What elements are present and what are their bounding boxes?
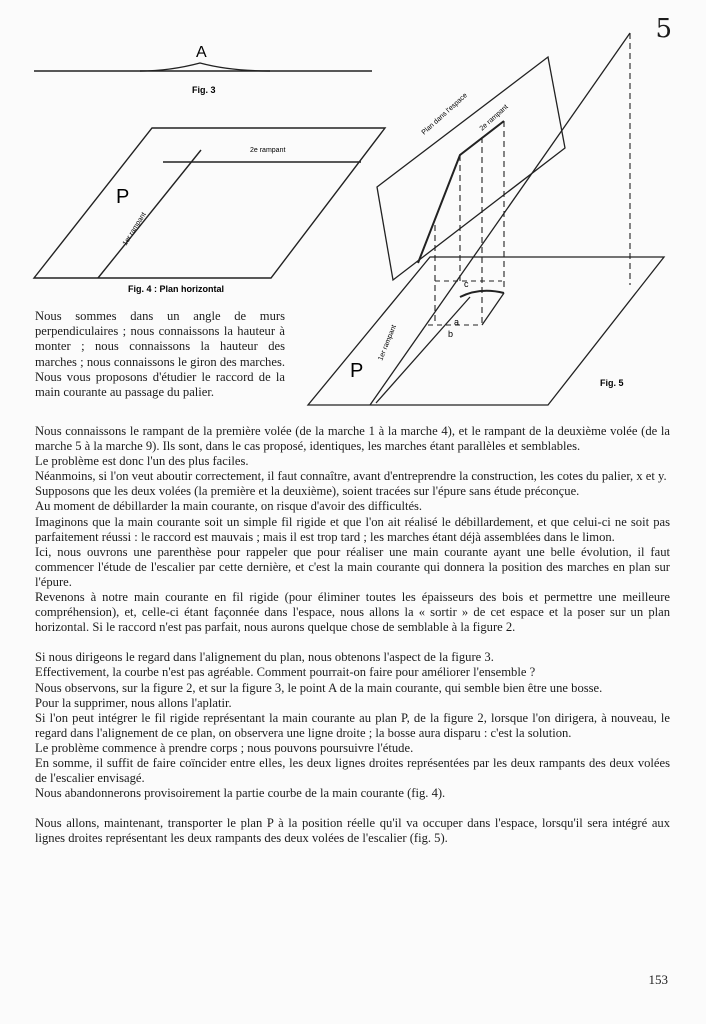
fig4-caption: Fig. 4 : Plan horizontal <box>128 284 225 294</box>
paragraph: Nous observons, sur la figure 2, et sur la figure 3, le point A de la main courante, qui semble bien être une bosse. <box>35 680 603 695</box>
fig4-first-ramp-line <box>98 150 201 278</box>
fig3-caption: Fig. 3 <box>192 85 216 95</box>
fig4-second-ramp-label: 2e rampant <box>250 147 286 154</box>
paragraph: Nous allons, maintenant, transporter le plan P à la position réelle qu'il va occuper dans l'espace, lorsqu'il sera intégré aux lignes droites représentant les deux rampants des deux volées de l'escalier (fig. 5). <box>35 816 670 846</box>
fig5-second-ramp-label: 2e rampant <box>478 103 510 133</box>
paragraph: Ici, nous ouvrons une parenthèse pour rappeler que pour réaliser une main courante ayant une belle évolution, il faut commencer l'étude de l'escalier par cette dernière, et c'est la main courante qui donnera la position des marches en plan sur l'épure. <box>35 544 670 589</box>
paragraph: Nous abandonnerons provisoirement la partie courbe de la main courante (fig. 4). <box>35 786 446 801</box>
fig5-landing-edge <box>482 293 504 325</box>
fig5-first-ramp-label: 1er rampant <box>377 324 398 362</box>
intro-text: Nous sommes dans un angle de murs perpendiculaires ; nous connaissons la hauteur à monter ; nous connaissons la hauteur des marches ; nous connaissons le giron des marches. Nous vous proposons d'étudier le raccord de la main courante au passage du palier. <box>35 309 285 400</box>
fig5-plane-label: P <box>350 360 364 382</box>
fig5-space-plane-label: Plan dans l'espace <box>420 92 469 137</box>
page-number: 153 <box>648 972 668 987</box>
fig3-bump-curve <box>140 63 270 71</box>
fig4-first-ramp-label: 1er rampant <box>121 211 148 248</box>
fig3-point-label: A <box>196 44 207 61</box>
body-text <box>35 424 670 846</box>
paragraph: Effectivement, la courbe n'est pas agréable. Comment pourrait-on faire pour améliorer l'ensemble ? <box>35 665 536 680</box>
paragraph: En somme, il suffit de faire coïncider entre elles, les deux lignes droites représentées par les deux rampants des deux volées de l'escalier envisagé. <box>35 755 670 786</box>
paragraph: Supposons que les deux volées (la première et la deuxième), soient tracées sur l'épure sans étude préconçue. <box>35 484 580 499</box>
corner-page-mark: 5 <box>655 14 672 44</box>
paragraph: Néanmoins, si l'on veut aboutir correctement, il faut connaître, avant d'entreprendre la construction, les cotes du palier, x et y. <box>35 469 667 484</box>
paragraph: Si nous dirigeons le regard dans l'alignement du plan, nous obtenons l'aspect de la figure 3. <box>35 650 494 665</box>
paragraph: Revenons à notre main courante en fil rigide (pour éliminer toutes les épaisseurs des bois et permettre une meilleure compréhension), et, celle-ci étant façonnée dans l'espace, nous allons la « sortir » de cet espace et la poser sur un plan horizontal. Si le raccord n'est pas parfait, nous aurons quelque chose de semblable à la figure 2. <box>35 590 670 635</box>
fig4-plane-label: P <box>116 186 130 208</box>
fig5-mark-a: a <box>454 317 460 327</box>
paragraph: Imaginons que la main courante soit un simple fil rigide et que l'on ait réalisé le débillardement, et que celui-ci ne soit pas parfaitement réussi : le raccord est mauvais ; mais il est trop tard ; les marches étant déjà assemblées dans le limon. <box>35 514 670 544</box>
fig5-mark-b: b <box>448 329 454 339</box>
paragraph: Si l'on peut intégrer le fil rigide représentant la main courante au plan P, de la figure 2, lorsque l'on dirigera, à nouveau, le regard dans l'alignement de ce plan, on observera une ligne droite ; la bosse aura disparu : c'est la solution. <box>35 710 670 740</box>
fig5-caption: Fig. 5 <box>600 378 624 388</box>
paragraph: Pour la supprimer, nous allons l'aplatir. <box>35 695 232 710</box>
fig5-space-plane <box>377 57 565 280</box>
intro-paragraph <box>35 309 285 400</box>
paragraph: Le problème commence à prendre corps ; nous pouvons poursuivre l'étude. <box>35 740 414 755</box>
figure-5 <box>300 25 680 415</box>
fig5-ramp-in-space <box>418 121 504 263</box>
fig5-first-ramp-line <box>376 297 470 403</box>
paragraph: Nous connaissons le rampant de la première volée (de la marche 1 à la marche 4), et le rampant de la deuxième volée (de la marche 5 à la marche 9). Ils sont, dans le cas proposé, identiques, les marches étant parallèles et semblables. <box>35 424 670 454</box>
paragraph: Au moment de débillarder la main courante, on risque d'avoir des difficultés. <box>35 499 423 514</box>
fig5-landing-curve <box>460 291 504 297</box>
fig5-c-label: c <box>464 279 469 289</box>
paragraph: Le problème est donc l'un des plus faciles. <box>35 454 249 469</box>
